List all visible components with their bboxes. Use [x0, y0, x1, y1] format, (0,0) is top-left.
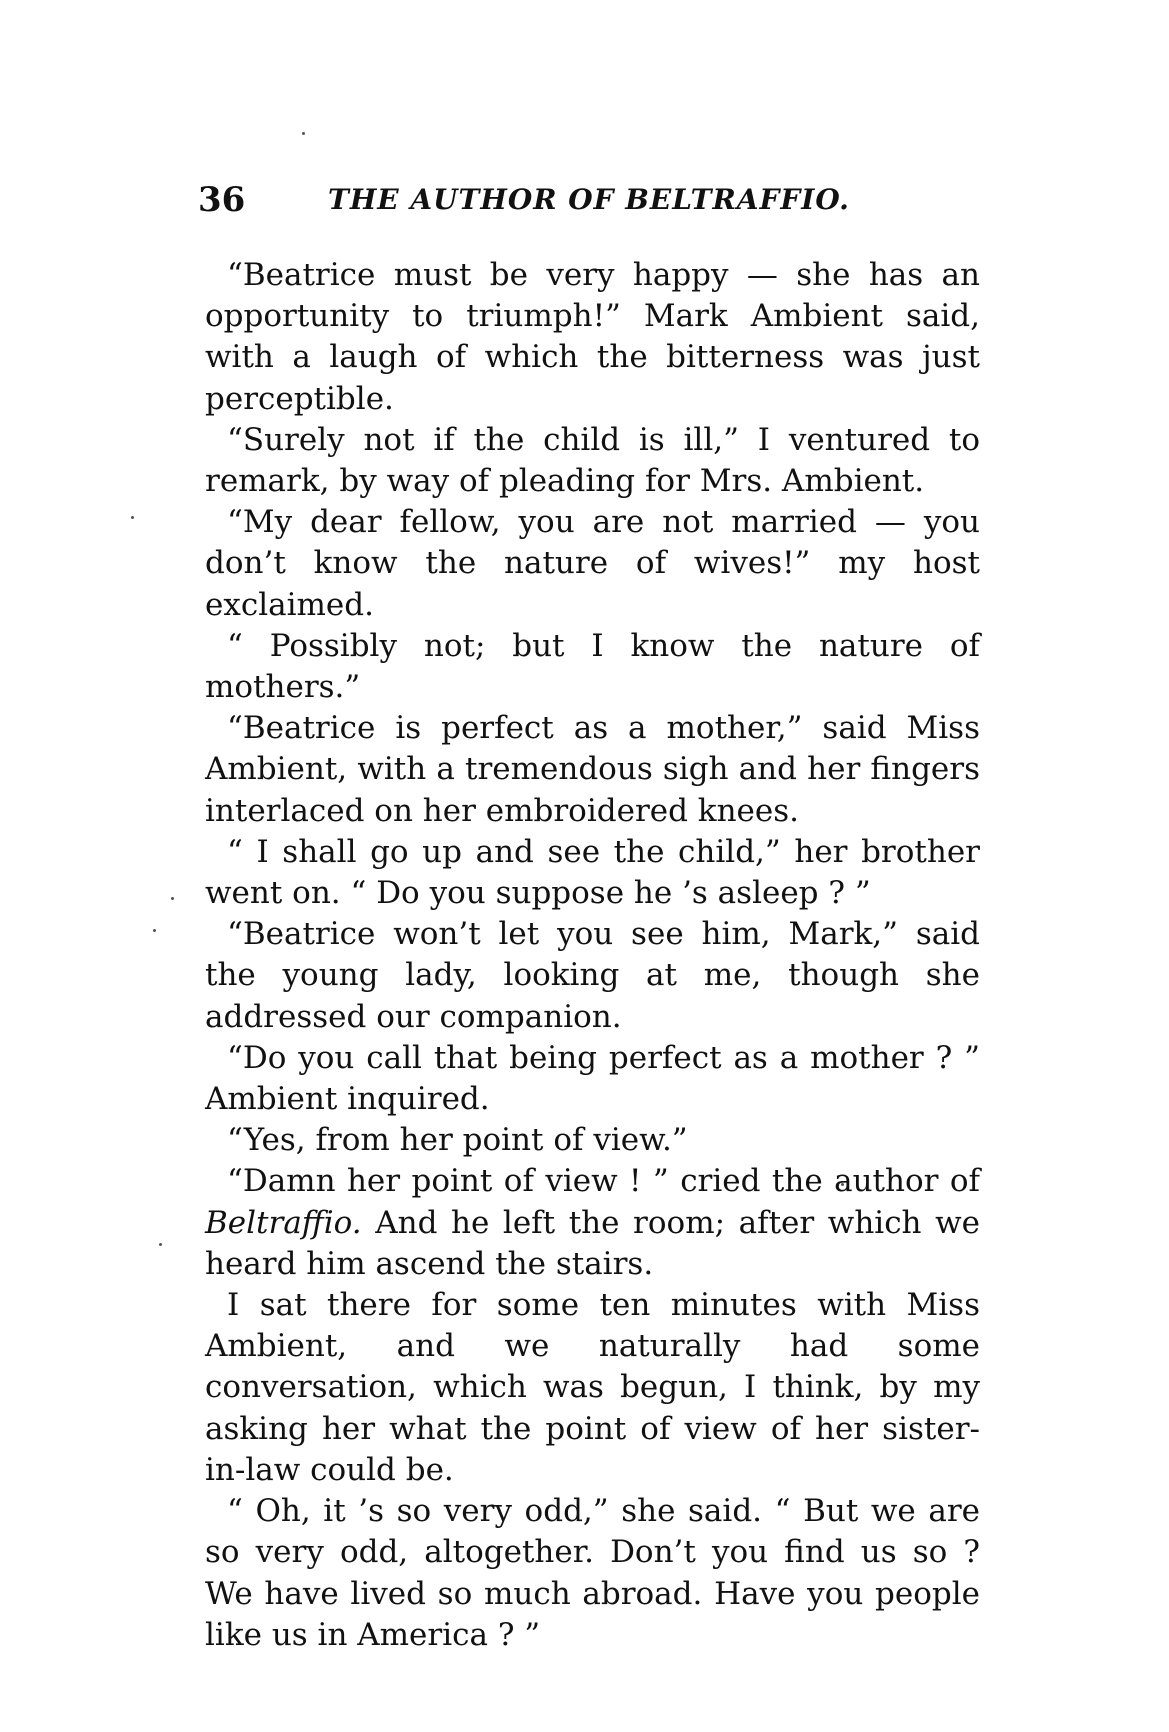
paragraph-9: “Yes, from her point of view.”	[227, 1122, 688, 1159]
paragraph-2: “Surely not if the child is ill,” I ventured to remark, by way of pleading for Mrs. Ambient.	[205, 421, 980, 500]
paragraph-7: “Beatrice won’t let you see him, Mark,” said the young lady, looking at me, though she addressed our companion.	[205, 916, 980, 1035]
body-text	[205, 255, 980, 1656]
paragraph-4: “ Possibly not; but I know the nature of mothers.”	[205, 627, 980, 706]
paragraph-1: “Beatrice must be very happy — she has an opportunity to triumph!” Mark Ambient said, with a laugh of which the bitterness was just perceptible.	[205, 257, 980, 417]
page-number: 36	[198, 180, 246, 220]
paragraph-8: “Do you call that being perfect as a mother ? ” Ambient inquired.	[205, 1039, 980, 1118]
paragraph-6: “ I shall go up and see the child,” her brother went on. “ Do you suppose he ’s asleep ? ”	[205, 833, 980, 912]
paragraph-10-after: And he left the room; after which we heard him ascend the stairs.	[205, 1204, 980, 1282]
page-header	[198, 178, 983, 222]
running-title: THE AUTHOR OF BELTRAFFIO.	[328, 183, 850, 216]
paragraph-12: “ Oh, it ’s so very odd,” she said. “ But we are so very odd, altogether. Don’t you find us so ? We have lived so much abroad. Have you people like us in America ? ”	[205, 1493, 980, 1653]
paragraph-11: I sat there for some ten minutes with Miss Ambient, and we naturally had some conversation, which was begun, I think, by my asking her what the point of view of her sister-in-law could be.	[205, 1287, 980, 1488]
paragraph-3: “My dear fellow, you are not married — you don’t know the nature of wives!” my host exclaimed.	[205, 504, 980, 623]
paragraph-5: “Beatrice is perfect as a mother,” said Miss Ambient, with a tremendous sigh and her fingers interlaced on her embroidered knees.	[205, 710, 980, 829]
work-title-beltraffio: Beltraffio.	[205, 1204, 362, 1241]
paragraph-10-before: “Damn her point of view ! ” cried the author of	[227, 1163, 980, 1200]
paragraph-10	[205, 1161, 980, 1285]
